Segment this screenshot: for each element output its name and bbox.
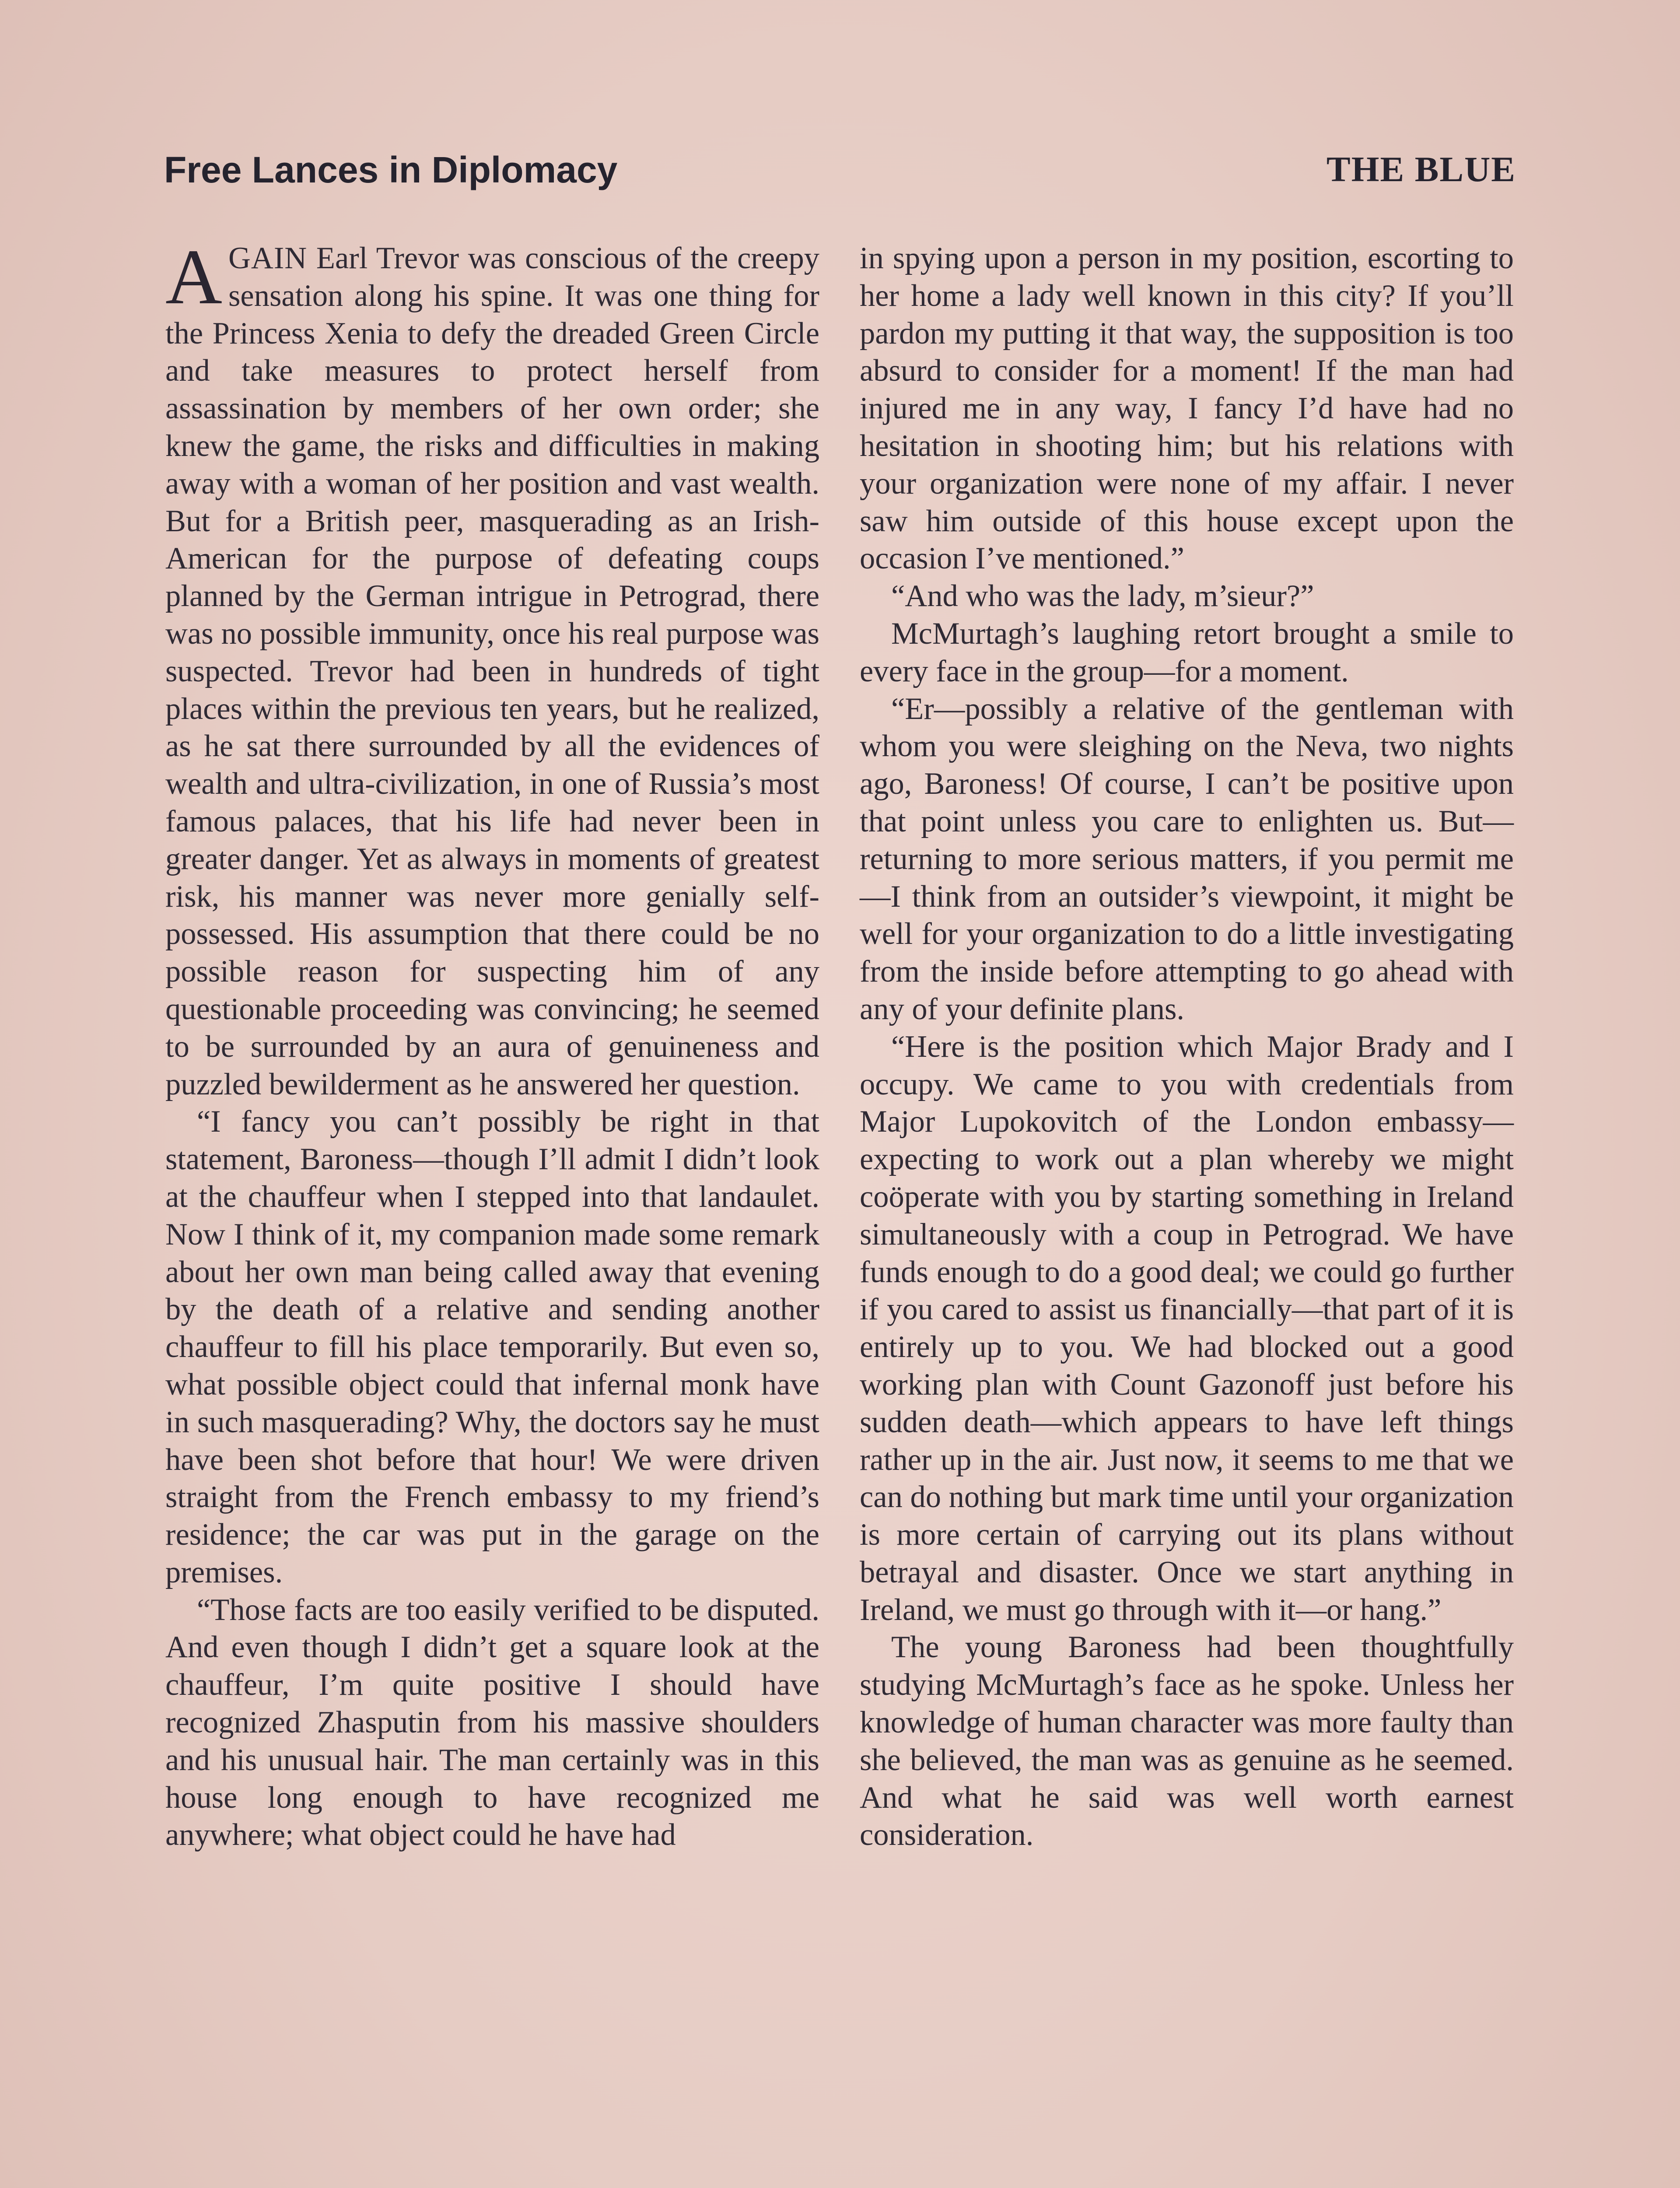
paragraph: “Those facts are too easily verified to be disputed. And even though I didn’t get a square look at the chauffeur, I’m quite positive I should have recognized Zhasputin from his massive shoulders and his unusual hair. The man certainly was in this house long enough to have recognized me anywhere; what object could he have had [165, 1592, 819, 1852]
paragraph: “And who was the lady, m’sieur?” [891, 579, 1314, 614]
paragraph [165, 233, 819, 1103]
left-text-column [165, 233, 819, 1854]
paragraph-text: Earl Trevor was conscious of the creepy sensation along his spine. It was one thing for the Princess Xenia to defy the dreaded Green Circle and take measures to protect herself from assassination by members of her own order; she knew the game, the risks and difficulties in making away with a woman of her position and vast wealth. But for a British peer, masquerading as an Irish-American for the purpose of defeating coups planned by the German intrigue in Petrograd, there was no possible immunity, once his real purpose was suspected. Trevor had been in hundreds of tight places within the previous ten years, but he realized, as he sat there surrounded by all the evidences of wealth and ultra-civilization, in one of Russia’s most famous palaces, that his life had never been in greater danger. Yet as always in moments of greatest risk, his manner was never more genially self-possessed. His assumption that there could be no possible reason for suspecting him of any questionable proceeding was convincing; he seemed to be surrounded by an aura of genuineness and puzzled bewilderment as he answered her question. [165, 241, 819, 1101]
paragraph: “Er—possibly a relative of the gentleman with whom you were sleighing on the Neva, two nights ago, Baroness! Of course, I can’t be positive upon that point unless you care to enlighten us. But—returning to more serious matters, if you permit me—I think from an outsider’s viewpoint, it might be well for your organization to do a little investigating from the inside before attempting to go ahead with any of your definite plans. [860, 691, 1514, 1026]
opening-word: GAIN [228, 241, 308, 275]
magazine-title: THE BLUE [1326, 149, 1516, 189]
drop-cap: A [165, 233, 222, 320]
running-header [164, 149, 1516, 201]
paragraph: The young Baroness had been thoughtfully studying McMurtagh’s face as he spoke. Unless her knowledge of human character was more faulty than she believed, the man was as genuine as he seemed. And what he said was well worth earnest consideration. [860, 1630, 1514, 1852]
paragraph: “Here is the position which Major Brady and I occupy. We came to you with credentials from Major Lupokovitch of the London embassy—expecting to work out a plan whereby we might coöperate with you by starting something in Ireland simultaneously with a coup in Petrograd. We have funds enough to do a good deal; we could go further if you cared to assist us financially—that part of it is entirely up to you. We had blocked out a good working plan with Count Gazonoff just before his sudden death—which appears to have left things rather up in the air. Just now, it seems to me that we can do nothing but mark time until your organization is more certain of carrying out its plans without betrayal and disaster. Once we start anything in Ireland, we must go through with it—or hang.” [860, 1029, 1514, 1627]
paragraph: “I fancy you can’t possibly be right in that statement, Baroness—though I’ll admit I didn’t look at the chauffeur when I stepped into that landaulet. Now I think of it, my companion made some remark about her own man being called away that evening by the death of a relative and sending another chauffeur to fill his place temporarily. But even so, what possible object could that infernal monk have in such masquerading? Why, the doctors say he must have been shot before that hour! We were driven straight from the French embassy to my friend’s residence; the car was put in the garage on the premises. [165, 1105, 819, 1589]
paragraph: McMurtagh’s laughing retort brought a smile to every face in the group—for a moment. [860, 616, 1514, 688]
story-title: Free Lances in Diplomacy [164, 149, 618, 190]
right-text-column [860, 240, 1514, 1854]
paragraph: in spying upon a person in my position, escorting to her home a lady well known in this city? If you’ll pardon my putting it that way, the supposition is too absurd to consider for a moment! If the man had injured me in any way, I fancy I’d have had no hesitation in shooting him; but his relations with your organization were none of my affair. I never saw him outside of this house except upon the occasion I’ve mentioned.” [860, 241, 1514, 576]
